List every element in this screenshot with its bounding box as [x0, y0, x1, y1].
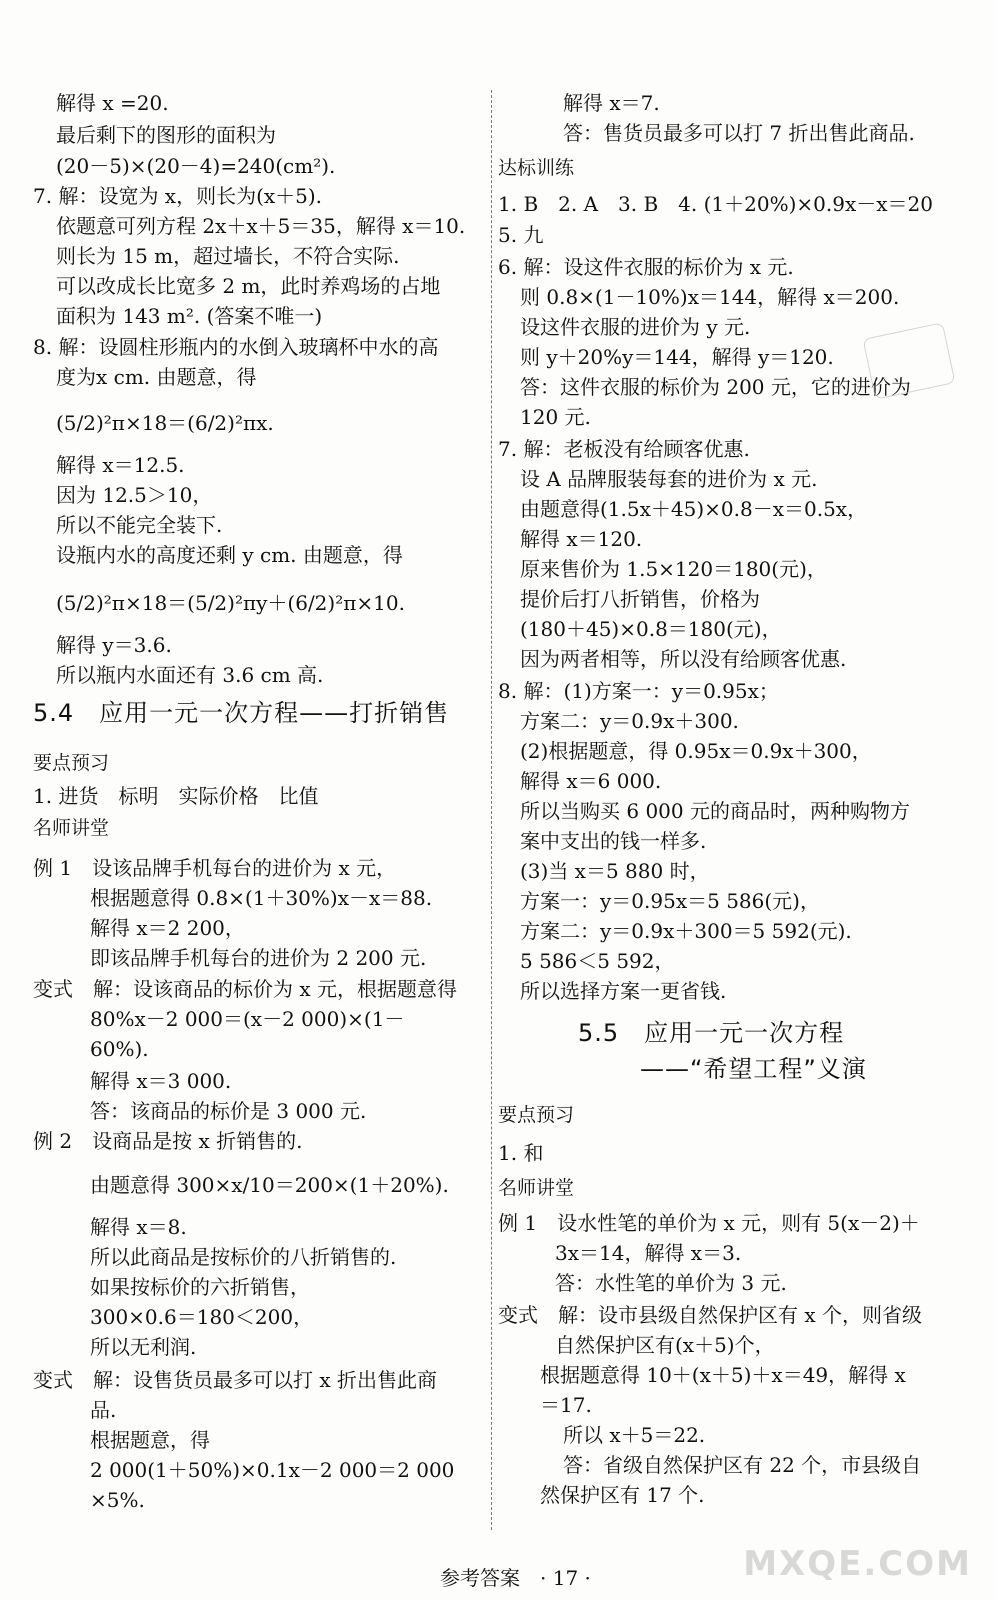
right-line: 设这件衣服的进价为 y 元.	[520, 315, 751, 339]
right-line: 变式 解：设市县级自然保护区有 x 个，则省级	[498, 1303, 922, 1327]
right-line: 1. B 2. A 3. B 4. (1＋20%)×0.9x－x＝20	[498, 192, 933, 216]
left-line: 所以此商品是按标价的八折销售的.	[90, 1245, 397, 1269]
right-line: 由题意得(1.5x＋45)×0.8－x＝0.5x，	[520, 497, 868, 521]
right-line: 解得 x＝6 000.	[520, 769, 662, 793]
right-line: 所以当购买 6 000 元的商品时，两种购物方	[520, 799, 910, 823]
right-line: 达标训练	[498, 157, 575, 179]
left-line: 答：该商品的标价是 3 000 元.	[90, 1099, 367, 1123]
left-line: 根据题意得 0.8×(1＋30%)x－x＝88.	[90, 886, 433, 910]
right-line: 6. 解：设这件衣服的标价为 x 元.	[498, 255, 794, 279]
right-line: 因为两者相等，所以没有给顾客优惠.	[520, 647, 847, 671]
left-line: (5/2)²π×18＝(6/2)²πx.	[56, 411, 274, 435]
right-line: 则 0.8×(1－10%)x＝144，解得 x＝200.	[520, 285, 900, 309]
left-line: 要点预习	[33, 752, 110, 774]
left-line: 解得 y＝3.6.	[56, 633, 172, 657]
right-line: 7. 解：老板没有给顾客优惠.	[498, 437, 750, 461]
left-line: 依题意可列方程 2x＋x＋5＝35，解得 x＝10.	[56, 214, 466, 238]
left-line: 即该品牌手机每台的进价为 2 200 元.	[90, 946, 427, 970]
left-line: 品.	[90, 1398, 117, 1422]
right-line: 然保护区有 17 个.	[540, 1483, 705, 1507]
right-line: 名师讲堂	[498, 1177, 575, 1199]
left-line: 度为x cm. 由题意，得	[56, 365, 257, 389]
right-line: 120 元.	[520, 405, 591, 429]
left-line: 5.4 应用一元一次方程——打折销售	[33, 699, 450, 727]
right-line: 要点预习	[498, 1104, 575, 1126]
right-line: 1. 和	[498, 1141, 544, 1165]
left-line: 解得 x＝12.5.	[56, 453, 185, 477]
left-line: 如果按标价的六折销售，	[90, 1275, 310, 1299]
left-line: 设瓶内水的高度还剩 y cm. 由题意，得	[56, 543, 403, 567]
right-line: 则 y＋20%y＝144，解得 y＝120.	[520, 345, 834, 369]
left-line: 由题意得 300×x/10＝200×(1＋20%).	[90, 1173, 449, 1197]
left-line: 变式 解：设售货员最多可以打 x 折出售此商	[33, 1368, 437, 1392]
left-line: 根据题意，得	[90, 1428, 210, 1452]
right-line: ——“希望工程”义演	[640, 1055, 867, 1083]
right-line: 3x＝14，解得 x＝3.	[555, 1241, 742, 1265]
left-line: 可以改成长比宽多 2 m，此时养鸡场的占地	[56, 274, 441, 298]
left-line: 最后剩下的图形的面积为	[56, 123, 276, 147]
right-line: 方案一：y＝0.95x＝5 586(元)，	[520, 889, 820, 913]
right-line: 设 A 品牌服装每套的进价为 x 元.	[520, 467, 818, 491]
left-line: 80%x－2 000＝(x－2 000)×(1－	[90, 1007, 405, 1031]
right-line: 例 1 设水性笔的单价为 x 元，则有 5(x－2)＋	[498, 1211, 920, 1235]
left-line: 名师讲堂	[33, 817, 110, 839]
left-line: 面积为 143 m². (答案不唯一)	[56, 304, 323, 328]
left-line: 所以不能完全装下.	[56, 513, 223, 537]
left-line: 例 2 设商品是按 x 折销售的.	[33, 1129, 303, 1153]
left-line: 60%).	[90, 1037, 149, 1061]
left-line: 300×0.6＝180＜200，	[90, 1305, 314, 1329]
right-line: 5 586＜5 592，	[520, 949, 675, 973]
right-line: 答：售货员最多可以打 7 折出售此商品.	[563, 121, 915, 145]
right-line: 提价后打八折销售，价格为	[520, 587, 760, 611]
watermark: MXQE.COM	[743, 1544, 972, 1584]
left-line: 解得 x＝2 200，	[90, 916, 245, 940]
left-line: (20－5)×(20－4)=240(cm²).	[56, 154, 336, 178]
left-line: 解得 x＝3 000.	[90, 1069, 232, 1093]
right-line: 解得 x＝120.	[520, 527, 643, 551]
right-line: 答：水性笔的单价为 3 元.	[555, 1271, 787, 1295]
left-line: ×5%.	[90, 1488, 145, 1512]
left-line: 2 000(1＋50%)×0.1x－2 000＝2 000	[90, 1458, 455, 1482]
right-line: ＝17.	[540, 1393, 592, 1417]
right-line: 方案二：y＝0.9x＋300＝5 592(元).	[520, 919, 852, 943]
right-line: 原来售价为 1.5×120＝180(元)，	[520, 557, 827, 581]
left-line: 1. 进货 标明 实际价格 比值	[33, 784, 319, 808]
right-line: 根据题意得 10＋(x＋5)＋x＝49，解得 x	[540, 1363, 906, 1387]
right-line: 答：省级自然保护区有 22 个，市县级自	[563, 1453, 922, 1477]
left-line: 因为 12.5＞10，	[56, 483, 213, 507]
left-line: 8. 解：设圆柱形瓶内的水倒入玻璃杯中水的高	[33, 335, 439, 359]
left-line: 所以无利润.	[90, 1335, 197, 1359]
right-line: 所以 x＋5＝22.	[563, 1423, 706, 1447]
left-line: 则长为 15 m，超过墙长，不符合实际.	[56, 244, 400, 268]
column-divider	[491, 90, 492, 1530]
left-line: 7. 解：设宽为 x，则长为(x＋5).	[33, 184, 323, 208]
left-line: 所以瓶内水面还有 3.6 cm 高.	[56, 663, 324, 687]
right-line: 方案二：y＝0.9x＋300.	[520, 709, 739, 733]
right-line: 答：这件衣服的标价为 200 元，它的进价为	[520, 375, 911, 399]
right-line: (3)当 x＝5 880 时，	[520, 859, 710, 883]
left-line: 例 1 设该品牌手机每台的进价为 x 元，	[33, 856, 397, 880]
right-line: (180＋45)×0.8＝180(元)，	[520, 617, 782, 641]
left-line: 解得 x =20.	[56, 91, 169, 115]
left-line: 变式 解：设该商品的标价为 x 元，根据题意得	[33, 977, 457, 1001]
right-line: 案中支出的钱一样多.	[520, 829, 707, 853]
right-line: 5. 九	[498, 223, 544, 247]
right-line: 5.5 应用一元一次方程	[578, 1019, 845, 1047]
right-line: (2)根据题意，得 0.95x＝0.9x＋300，	[520, 739, 872, 763]
page-footer: 参考答案 · 17 ·	[440, 1566, 591, 1590]
stamp-mark	[862, 322, 955, 400]
left-line: 解得 x＝8.	[90, 1215, 187, 1239]
right-line: 8. 解：(1)方案一：y＝0.95x；	[498, 679, 779, 703]
right-line: 所以选择方案一更省钱.	[520, 979, 727, 1003]
left-line: (5/2)²π×18＝(5/2)²πy＋(6/2)²π×10.	[56, 591, 405, 615]
right-line: 解得 x＝7.	[563, 91, 660, 115]
right-line: 自然保护区有(x＋5)个，	[555, 1333, 775, 1357]
